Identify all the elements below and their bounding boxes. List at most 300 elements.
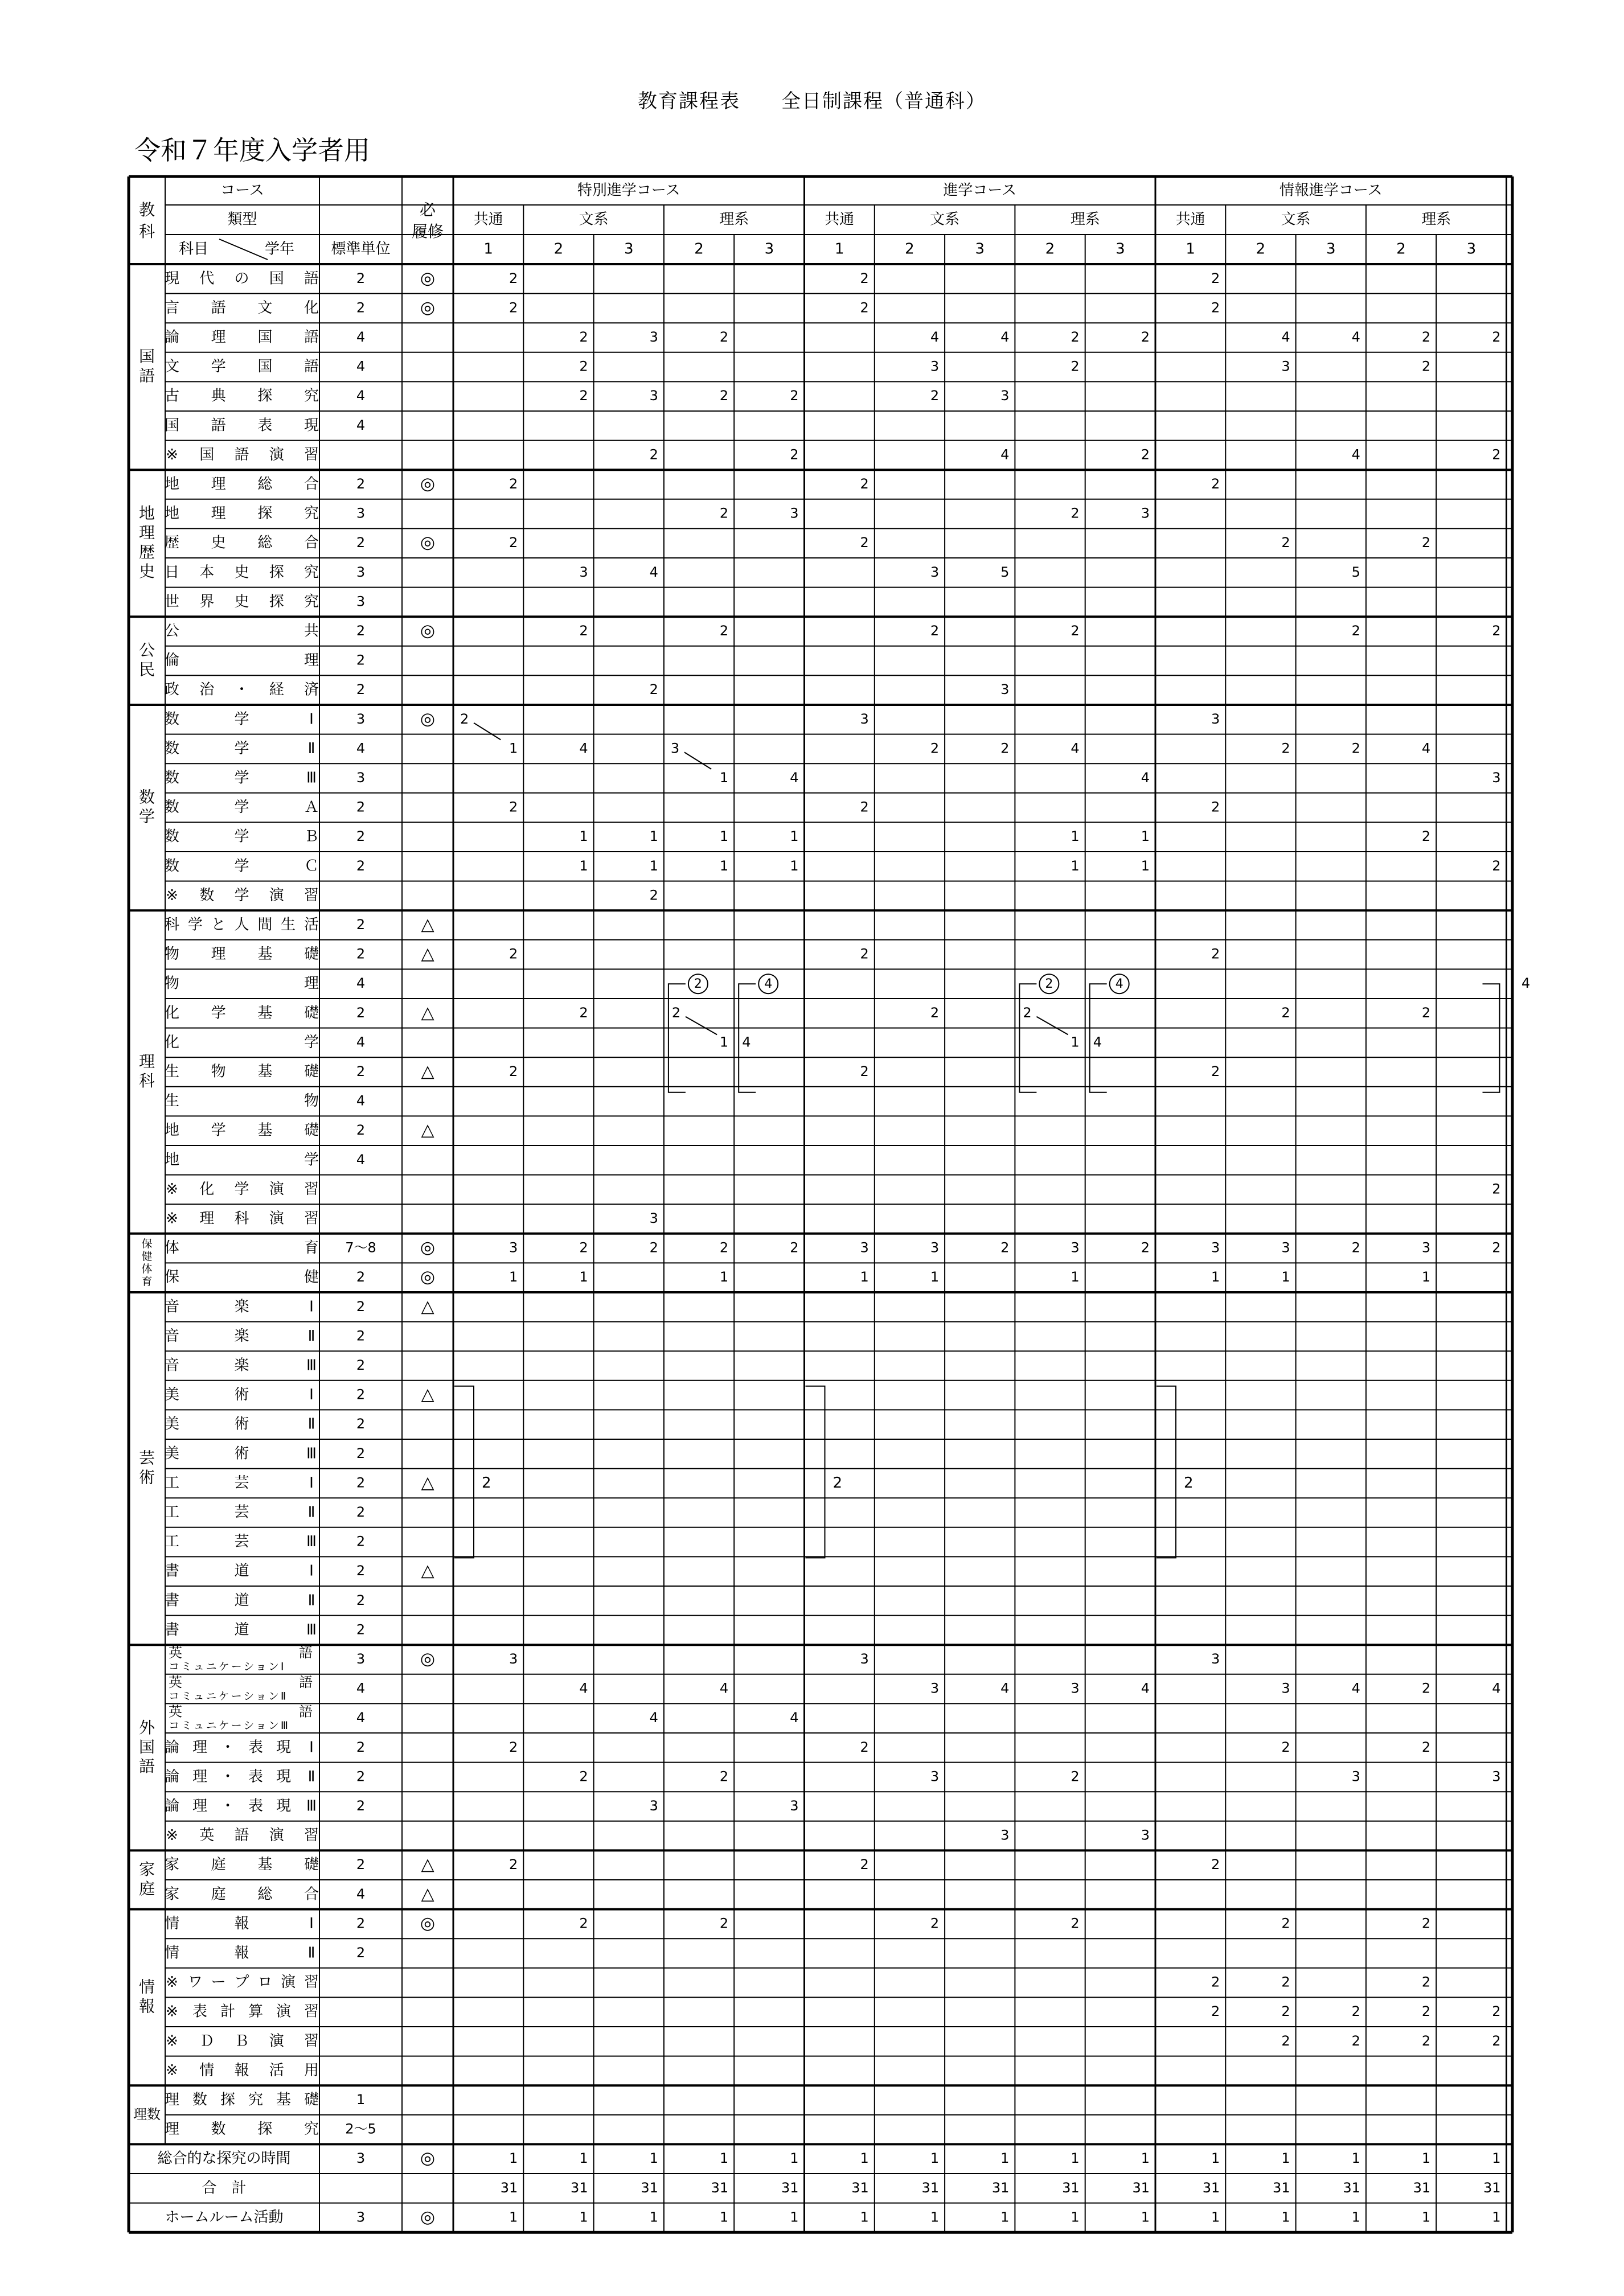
required-mark: ◎ bbox=[420, 621, 436, 641]
subject-name: 報 bbox=[234, 1944, 249, 1962]
subject-name: 理 bbox=[211, 505, 226, 523]
choice-number: 4 bbox=[1093, 1034, 1102, 1050]
required-mark: △ bbox=[421, 914, 434, 935]
std-units: 2 bbox=[356, 1063, 366, 1079]
header-track: 理系 bbox=[1070, 211, 1100, 228]
std-units: 2 bbox=[356, 1004, 366, 1021]
unit-value: 2 bbox=[719, 623, 729, 639]
unit-value: 2 bbox=[719, 329, 729, 345]
subject-name: 総 bbox=[257, 534, 273, 552]
required-mark: ◎ bbox=[420, 532, 436, 553]
subject-name: 理 bbox=[192, 1768, 208, 1785]
std-units: 2 bbox=[356, 1856, 366, 1873]
subject-name: Ⅲ bbox=[306, 1357, 317, 1374]
subject-name: 国 bbox=[269, 270, 284, 287]
choice-number: 1 bbox=[719, 1034, 729, 1050]
unit-value: 2 bbox=[860, 946, 869, 962]
unit-value: 2 bbox=[1281, 1739, 1290, 1755]
header-track: 共通 bbox=[1175, 211, 1205, 228]
unit-value: 2 bbox=[1351, 2003, 1360, 2020]
choice-number: 4 bbox=[742, 1034, 751, 1050]
group-label: 語 bbox=[138, 1756, 155, 1776]
unit-value: 3 bbox=[1000, 1827, 1010, 1843]
subject-name: 演 bbox=[269, 886, 284, 904]
subject-name: 習 bbox=[304, 2003, 319, 2020]
unit-value: 2 bbox=[1421, 329, 1431, 345]
std-units: 2 bbox=[356, 1445, 366, 1461]
subject-name: 語 bbox=[211, 299, 226, 317]
std-units: 2 bbox=[356, 299, 366, 316]
unit-value: 2 bbox=[1211, 946, 1220, 962]
std-units: 4 bbox=[356, 1710, 366, 1726]
subject-name: 用 bbox=[304, 2061, 319, 2079]
std-units: 2 bbox=[356, 270, 366, 286]
unit-value: 3 bbox=[579, 564, 588, 580]
unit-value: 3 bbox=[1351, 1768, 1360, 1785]
header-grade: 1 bbox=[1186, 240, 1195, 258]
unit-value: 2 bbox=[719, 1768, 729, 1785]
header-track: 共通 bbox=[473, 211, 503, 228]
unit-value: 3 bbox=[930, 1239, 940, 1256]
std-units: 3 bbox=[356, 505, 366, 521]
unit-value: 1 bbox=[1351, 2150, 1360, 2167]
unit-value: 2 bbox=[1211, 270, 1220, 286]
group-label: 理 bbox=[138, 523, 155, 543]
unit-value: 3 bbox=[649, 388, 658, 404]
subject-name: 地 bbox=[164, 1151, 180, 1169]
unit-value: 2 bbox=[1492, 857, 1501, 874]
unit-value: 3 bbox=[1281, 358, 1290, 375]
unit-value: 2 bbox=[1211, 1063, 1220, 1079]
unit-value: 3 bbox=[1281, 1239, 1290, 1256]
subject-name: ※ bbox=[166, 446, 178, 463]
std-units: 4 bbox=[356, 1886, 366, 1902]
subject-name: 共 bbox=[304, 622, 319, 640]
subject-name: 活 bbox=[269, 2061, 284, 2079]
unit-value: 1 bbox=[1492, 2150, 1501, 2167]
std-units: 2 bbox=[356, 1798, 366, 1814]
subject-name: 道 bbox=[234, 1562, 249, 1580]
subject-name: 楽 bbox=[234, 1298, 249, 1316]
subject-name: 論 bbox=[164, 1768, 180, 1785]
subject-name: 学 bbox=[234, 828, 249, 845]
unit-value: 2 bbox=[1421, 1974, 1431, 1990]
unit-value: 2 bbox=[1141, 1239, 1150, 1256]
unit-value: 2 bbox=[1141, 446, 1150, 463]
group-label: 地 bbox=[138, 504, 155, 523]
unit-value: 1 bbox=[579, 2150, 588, 2167]
unit-value: 3 bbox=[1000, 388, 1010, 404]
subject-name: 表 bbox=[248, 1739, 264, 1756]
required-mark: ◎ bbox=[420, 297, 436, 318]
choice-number: 2 bbox=[482, 1474, 491, 1492]
subject-name: 化 bbox=[304, 299, 319, 317]
required-mark: △ bbox=[421, 1884, 434, 1904]
unit-value: 2 bbox=[790, 1239, 799, 1256]
subject-name: Ⅱ bbox=[307, 1415, 315, 1433]
group-label: 家 bbox=[138, 1860, 155, 1879]
subject-name: 基 bbox=[257, 1004, 273, 1022]
group-label: 体 bbox=[141, 1262, 153, 1275]
unit-value: 2 bbox=[509, 1063, 518, 1079]
subject-name: と bbox=[211, 916, 226, 934]
unit-value: 3 bbox=[930, 1680, 940, 1697]
unit-value: 1 bbox=[649, 857, 658, 874]
subject-name: 理 bbox=[192, 1797, 208, 1815]
unit-value: 2 bbox=[579, 1915, 588, 1932]
subject-name: 英 bbox=[199, 1827, 215, 1845]
unit-value: 3 bbox=[509, 1651, 518, 1667]
unit-value: 1 bbox=[790, 828, 799, 845]
unit-value: 3 bbox=[1211, 1651, 1220, 1667]
unit-value: 2 bbox=[509, 1739, 518, 1755]
unit-value: 5 bbox=[1000, 564, 1010, 580]
unit-value: 1 bbox=[1421, 2150, 1431, 2167]
subject-name: 計 bbox=[220, 2003, 236, 2020]
unit-value: 31 bbox=[641, 2179, 658, 2196]
unit-value: 2 bbox=[1211, 799, 1220, 815]
subject-name: 学 bbox=[187, 916, 203, 934]
group-label: 健 bbox=[141, 1250, 153, 1263]
unit-value: 2 bbox=[1281, 740, 1290, 757]
subject-name: 世 bbox=[164, 593, 180, 610]
unit-value: 2 bbox=[790, 388, 799, 404]
subject-name: 生 bbox=[164, 1092, 180, 1110]
group-label: 語 bbox=[138, 366, 155, 385]
unit-value: 2 bbox=[1071, 1768, 1080, 1785]
unit-value: 2 bbox=[1211, 476, 1220, 492]
std-units: 2 bbox=[356, 828, 366, 845]
unit-value: 3 bbox=[649, 1798, 658, 1814]
subject-name: Ｂ bbox=[304, 828, 319, 845]
subject-name: 学 bbox=[234, 710, 249, 728]
subject-name: Ⅲ bbox=[306, 769, 317, 787]
header-course: 情報進学コース bbox=[1279, 182, 1383, 199]
required-mark: △ bbox=[421, 1560, 434, 1581]
choice-bracket bbox=[1483, 984, 1500, 1092]
unit-value: 3 bbox=[860, 1239, 869, 1256]
unit-value: 2 bbox=[1421, 2003, 1431, 2020]
subject-name: ー bbox=[211, 1974, 226, 1991]
subject-name: 人 bbox=[234, 916, 249, 934]
subject-name: 数 bbox=[164, 769, 180, 787]
subject-name: 物 bbox=[164, 946, 180, 963]
std-units: 4 bbox=[356, 1034, 366, 1050]
unit-value: 1 bbox=[860, 2150, 869, 2167]
unit-value: 2 bbox=[1492, 2032, 1501, 2049]
subject-name: 体 bbox=[164, 1239, 180, 1257]
unit-value: 2 bbox=[579, 329, 588, 345]
unit-value: 4 bbox=[719, 1680, 729, 1697]
header-grade: 3 bbox=[764, 240, 774, 258]
unit-value: 31 bbox=[1062, 2179, 1080, 2196]
required-mark: ◎ bbox=[420, 1649, 436, 1669]
unit-value: 3 bbox=[860, 1651, 869, 1667]
subject-name: 生 bbox=[164, 1063, 180, 1081]
unit-value: 2 bbox=[1421, 358, 1431, 375]
subject-name: Ⅲ bbox=[306, 1533, 317, 1551]
header-grade: 3 bbox=[1326, 240, 1336, 258]
unit-value: 2 bbox=[1492, 329, 1501, 345]
header-course-label: コース bbox=[220, 182, 264, 199]
subject-name: 礎 bbox=[304, 1004, 319, 1022]
unit-value: 2 bbox=[1281, 1915, 1290, 1932]
group-label: 理数 bbox=[133, 2106, 161, 2122]
std-units: 4 bbox=[356, 740, 366, 757]
std-units: 2 bbox=[356, 1533, 366, 1550]
subject-subname: コミュニケーションⅠ bbox=[169, 1660, 286, 1673]
unit-value: 1 bbox=[1071, 828, 1080, 845]
unit-value: 3 bbox=[790, 505, 799, 521]
std-units: 4 bbox=[356, 388, 366, 404]
choice-number: 2 bbox=[832, 1474, 843, 1492]
subject-name: ・ bbox=[220, 1797, 236, 1815]
unit-value: 4 bbox=[1281, 329, 1290, 345]
std-units: 2 bbox=[356, 1357, 366, 1373]
unit-value: 2 bbox=[1281, 535, 1290, 551]
subject-name: 学 bbox=[304, 1033, 319, 1051]
unit-value: 1 bbox=[790, 857, 799, 874]
unit-value: 2 bbox=[1141, 329, 1150, 345]
required-mark: ◎ bbox=[420, 1913, 436, 1933]
group-label: 国 bbox=[138, 347, 155, 366]
unit-value: 31 bbox=[921, 2179, 940, 2196]
required-mark: △ bbox=[421, 1296, 434, 1317]
subject-name: 史 bbox=[234, 593, 249, 610]
subject-name: 数 bbox=[164, 828, 180, 845]
unit-value: 1 bbox=[649, 2209, 658, 2225]
unit-value: 2 bbox=[1000, 740, 1010, 757]
unit-value: 1 bbox=[509, 2209, 518, 2225]
std-units: 2 bbox=[356, 1768, 366, 1785]
header-track: 理系 bbox=[719, 211, 749, 228]
unit-value: 3 bbox=[860, 710, 869, 727]
subject-name: 芸 bbox=[234, 1504, 249, 1521]
subject-name: Ⅰ bbox=[309, 1562, 314, 1580]
required-mark: ◎ bbox=[420, 2207, 436, 2227]
choice-number: 3 bbox=[670, 740, 680, 757]
subject-name: 合 bbox=[304, 475, 319, 493]
subject-name: ※ bbox=[166, 1974, 178, 1991]
subject-name: 化 bbox=[164, 1004, 180, 1022]
header-grade: 3 bbox=[624, 240, 634, 258]
choice-number: 2 bbox=[671, 1004, 681, 1021]
header-type-label: 類型 bbox=[227, 211, 257, 228]
header-course: 特別進学コース bbox=[577, 182, 680, 199]
subject-name: 語 bbox=[211, 417, 226, 434]
subject-subname: コミュニケーションⅢ bbox=[169, 1719, 290, 1732]
std-units: 3 bbox=[356, 1651, 366, 1667]
unit-value: 4 bbox=[1000, 446, 1010, 463]
unit-value: 1 bbox=[579, 828, 588, 845]
unit-value: 2 bbox=[1492, 2003, 1501, 2020]
subject-name: 総 bbox=[257, 1886, 273, 1903]
required-mark: △ bbox=[421, 1061, 434, 1082]
footer-label: ホームルーム活動 bbox=[165, 2208, 284, 2226]
unit-value: 2 bbox=[1211, 2003, 1220, 2020]
std-units: 2 bbox=[356, 623, 366, 639]
subject-name: 合 bbox=[304, 1886, 319, 1903]
subject-name: 数 bbox=[164, 857, 180, 875]
choice-bracket bbox=[1157, 1386, 1176, 1558]
unit-value: 4 bbox=[1141, 1680, 1150, 1697]
std-units: 3 bbox=[356, 593, 366, 610]
subject-name: 演 bbox=[269, 446, 284, 463]
unit-value: 1 bbox=[1211, 2209, 1220, 2225]
unit-value: 3 bbox=[930, 358, 940, 375]
required-mark: ◎ bbox=[420, 1267, 436, 1287]
subject-name: 究 bbox=[248, 2091, 264, 2109]
header-grade: 2 bbox=[1396, 240, 1406, 258]
unit-value: 3 bbox=[1492, 770, 1501, 786]
unit-value: 2 bbox=[509, 299, 518, 316]
unit-value: 1 bbox=[579, 857, 588, 874]
subject-name: 活 bbox=[304, 916, 319, 934]
subject-name: 道 bbox=[234, 1621, 249, 1638]
subject-name: 論 bbox=[164, 1739, 180, 1756]
subject-name: 語 bbox=[299, 1703, 313, 1720]
subject-name: 数 bbox=[192, 2091, 208, 2109]
unit-value: 4 bbox=[1351, 1680, 1360, 1697]
unit-value: 2 bbox=[1492, 623, 1501, 639]
group-label: 史 bbox=[138, 562, 155, 581]
unit-value: 1 bbox=[790, 2150, 799, 2167]
subject-name: 経 bbox=[269, 681, 284, 699]
unit-value: 1 bbox=[719, 1269, 729, 1285]
unit-value: 2 bbox=[1071, 358, 1080, 375]
subject-name: 科 bbox=[234, 1210, 249, 1227]
group-label: 理 bbox=[138, 1052, 155, 1071]
subject-name: Ⅰ bbox=[309, 1739, 314, 1756]
header-grade: 2 bbox=[694, 240, 704, 258]
subject-name: 語 bbox=[234, 446, 249, 463]
subject-name: 言 bbox=[164, 299, 180, 317]
subject-name: 生 bbox=[281, 916, 296, 934]
unit-value: 1 bbox=[1351, 2209, 1360, 2225]
subject-name: 習 bbox=[304, 1180, 319, 1198]
subject-name: 国 bbox=[257, 328, 273, 346]
choice-diagonal bbox=[474, 723, 501, 740]
unit-value: 3 bbox=[1421, 1239, 1431, 1256]
header-course: 進学コース bbox=[943, 182, 1017, 199]
subject-name: 学 bbox=[234, 769, 249, 787]
unit-value: 3 bbox=[1000, 681, 1010, 698]
std-units: 2 bbox=[356, 857, 366, 874]
unit-value: 1 bbox=[1141, 2150, 1150, 2167]
subject-name: プ bbox=[234, 1974, 249, 1991]
subject-name: 基 bbox=[257, 1063, 273, 1081]
required-mark: △ bbox=[421, 1120, 434, 1140]
subject-name: 現 bbox=[276, 1739, 292, 1756]
header-grade: 2 bbox=[1256, 240, 1266, 258]
unit-value: 1 bbox=[719, 2209, 729, 2225]
subject-name: 政 bbox=[164, 681, 180, 699]
unit-value: 2 bbox=[860, 270, 869, 286]
unit-value: 2 bbox=[1351, 623, 1360, 639]
unit-value: 3 bbox=[1071, 1680, 1080, 1697]
subject-name: 探 bbox=[257, 2121, 273, 2138]
subject-name: 数 bbox=[199, 886, 215, 904]
unit-value: 31 bbox=[1343, 2179, 1360, 2196]
subject-name: 基 bbox=[257, 1856, 273, 1874]
subject-name: 物 bbox=[304, 1092, 319, 1110]
subject-name: 国 bbox=[164, 417, 180, 434]
required-mark: ◎ bbox=[420, 2148, 436, 2168]
unit-value: 31 bbox=[851, 2179, 869, 2196]
unit-value: 2 bbox=[1492, 446, 1501, 463]
circled-number-text: 2 bbox=[1045, 977, 1053, 992]
std-units: 3 bbox=[356, 564, 366, 580]
unit-value: 31 bbox=[1132, 2179, 1150, 2196]
unit-value: 2 bbox=[860, 1856, 869, 1873]
unit-value: 1 bbox=[790, 2209, 799, 2225]
subject-name: 演 bbox=[269, 1210, 284, 1227]
subject-name: 基 bbox=[257, 946, 273, 963]
unit-value: 3 bbox=[1141, 1827, 1150, 1843]
header-track: 理系 bbox=[1421, 211, 1451, 228]
unit-value: 2 bbox=[649, 1239, 658, 1256]
std-units: 7〜8 bbox=[345, 1239, 376, 1256]
subject-name: 芸 bbox=[234, 1474, 249, 1492]
unit-value: 2 bbox=[509, 1856, 518, 1873]
subject-name: Ⅱ bbox=[307, 1327, 315, 1345]
subject-name: 典 bbox=[211, 387, 226, 405]
unit-value: 2 bbox=[509, 535, 518, 551]
subject-name: 国 bbox=[199, 446, 215, 463]
group-label: 科 bbox=[138, 1071, 155, 1090]
subject-subname: コミュニケーションⅡ bbox=[169, 1690, 288, 1703]
header-std-units: 標準単位 bbox=[331, 240, 391, 258]
unit-value: 1 bbox=[509, 740, 518, 757]
required-mark: △ bbox=[421, 1854, 434, 1875]
subject-name: 探 bbox=[257, 387, 273, 405]
subject-name: Ⅲ bbox=[306, 1621, 317, 1638]
document-title: 教育課程表 全日制課程（普通科） bbox=[638, 90, 986, 113]
subject-name: 美 bbox=[164, 1445, 180, 1463]
unit-value: 2 bbox=[649, 681, 658, 698]
unit-value: 31 bbox=[1202, 2179, 1220, 2196]
subject-name: 演 bbox=[281, 1974, 296, 1991]
std-units: 4 bbox=[356, 1151, 366, 1168]
header-grade: 1 bbox=[483, 240, 493, 258]
choice-number: 1 bbox=[1071, 1034, 1080, 1050]
unit-value: 2 bbox=[860, 535, 869, 551]
unit-value: 2 bbox=[1211, 299, 1220, 316]
circled-number-text: 4 bbox=[764, 977, 773, 992]
subject-name: 語 bbox=[234, 1827, 249, 1845]
std-units: 2 bbox=[356, 652, 366, 668]
header-grade: 3 bbox=[1466, 240, 1477, 258]
unit-value: 1 bbox=[1211, 2150, 1220, 2167]
subject-name: 美 bbox=[164, 1415, 180, 1433]
subject-name: 情 bbox=[164, 1944, 180, 1962]
unit-value: 5 bbox=[1351, 564, 1360, 580]
group-label: 外 bbox=[138, 1718, 155, 1737]
choice-number: 2 bbox=[1184, 1474, 1194, 1492]
subject-name: 礎 bbox=[304, 1122, 319, 1139]
subject-name: 庭 bbox=[211, 1886, 226, 1903]
subject-name: 学 bbox=[211, 1004, 226, 1022]
required-mark: △ bbox=[421, 1385, 434, 1405]
unit-value: 2 bbox=[1421, 1915, 1431, 1932]
std-units: 2 bbox=[356, 1504, 366, 1520]
unit-value: 3 bbox=[1071, 1239, 1080, 1256]
subject-name: 数 bbox=[211, 2121, 226, 2138]
unit-value: 1 bbox=[930, 2150, 940, 2167]
std-units: 4 bbox=[356, 1680, 366, 1697]
subject-name: ・ bbox=[220, 1739, 236, 1756]
subject-name: 理 bbox=[304, 975, 319, 992]
